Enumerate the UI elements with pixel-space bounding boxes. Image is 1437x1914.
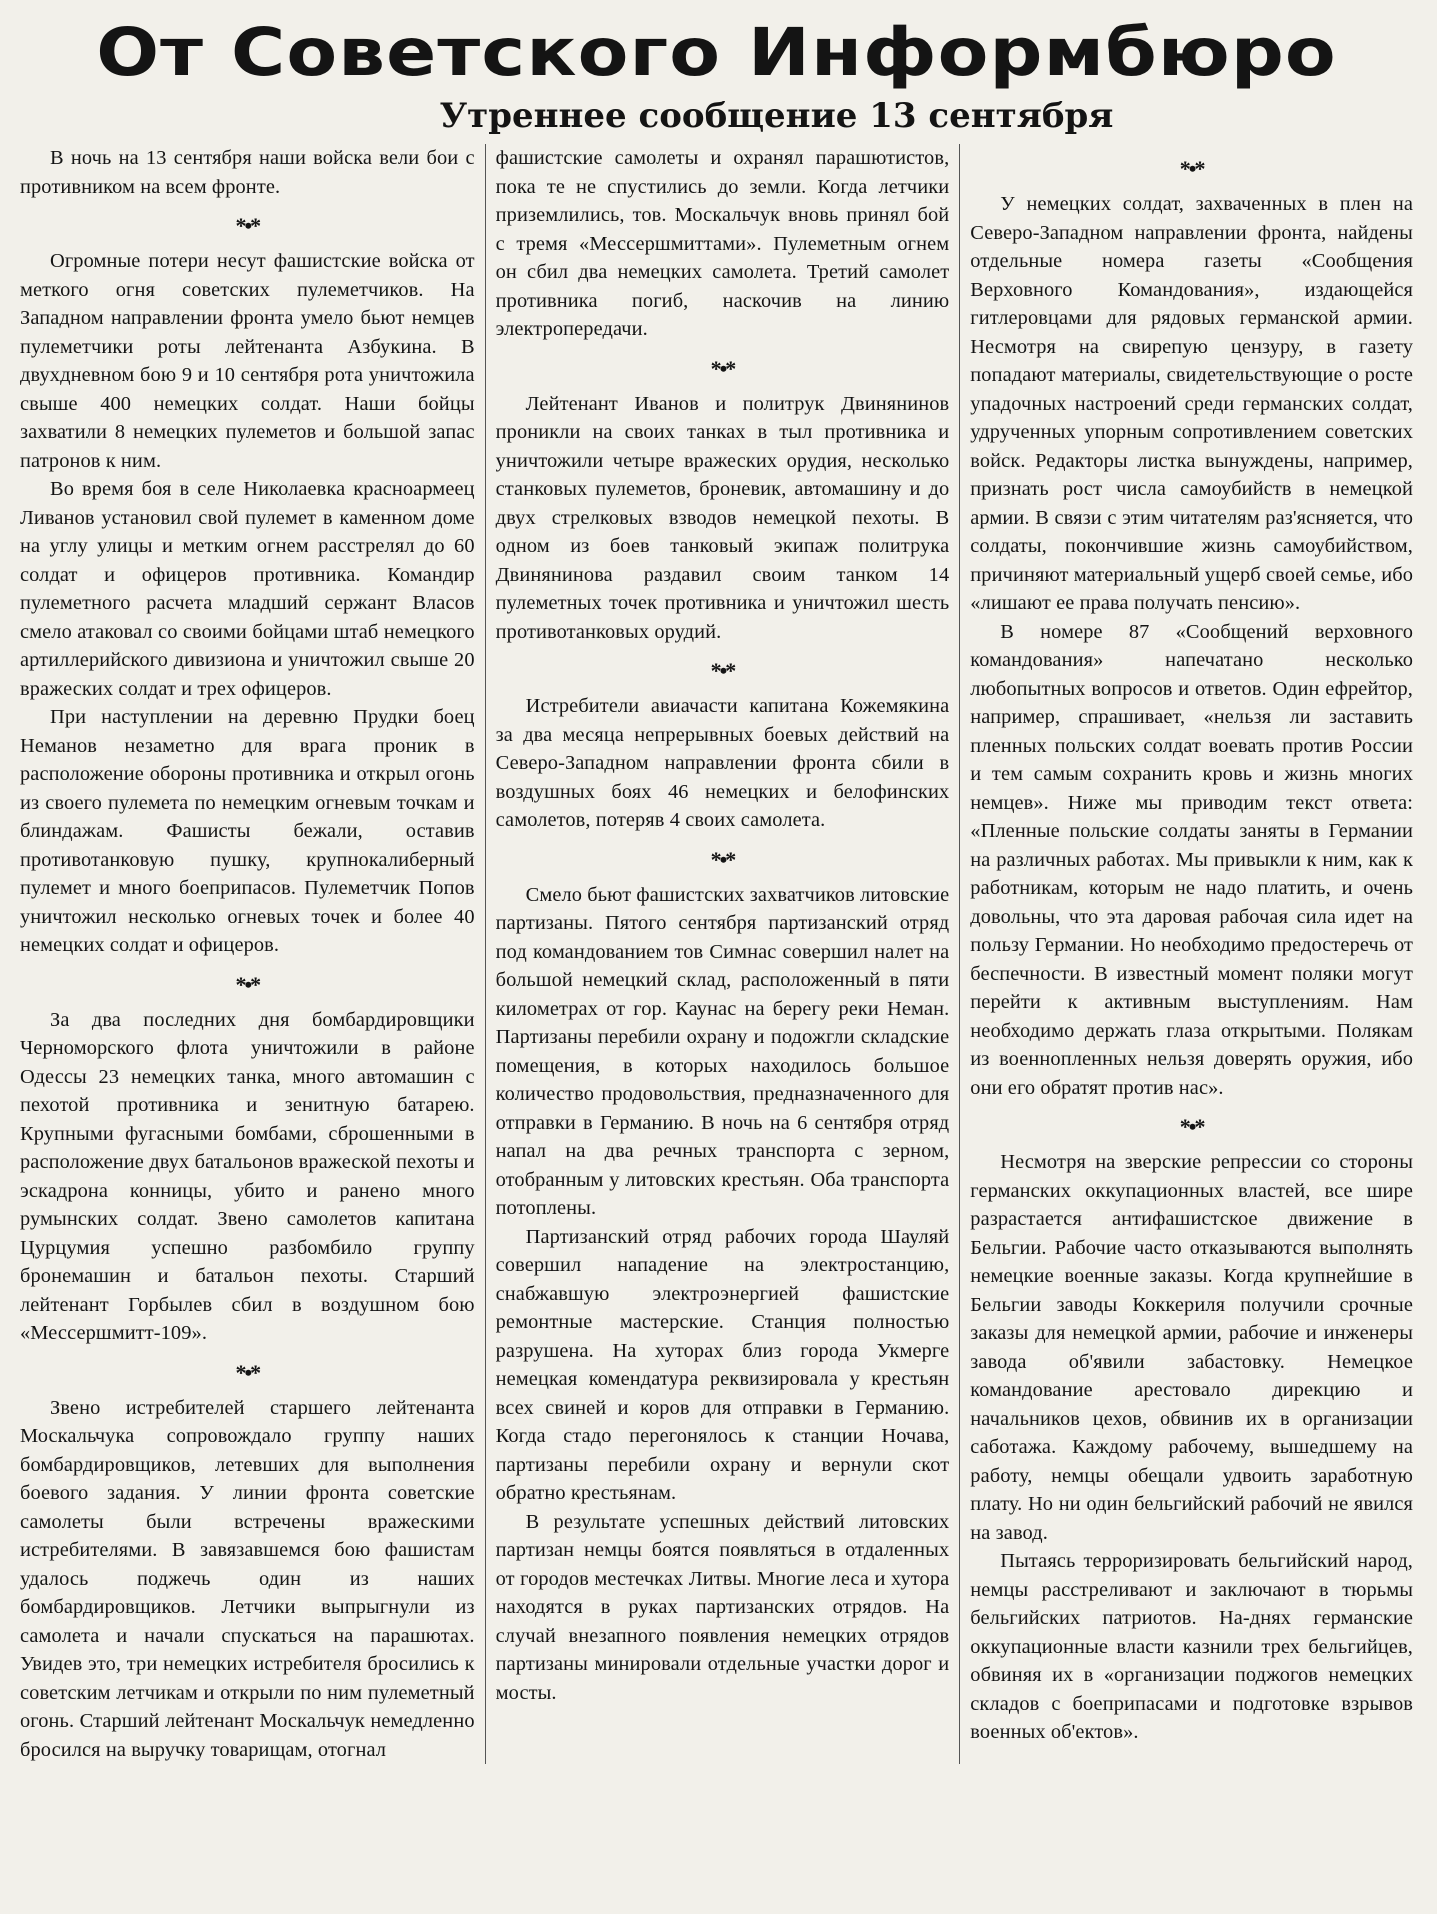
article-paragraph: При наступлении на деревню Прудки боец Неманов незаметно для врага проник в расположение обороны противника и открыл огонь из своего пулемета по немецким огневым точкам и блиндажам. Фашисты бежали, оставив противотанковую пушку, крупнокалиберный пулемет и много боеприпасов. Пулеметчик Попов уничтожил несколько огневых точек и более 40 немецких солдат и офицеров. xyxy=(20,706,475,956)
column-3 xyxy=(959,144,1423,1764)
section-separator: *•* xyxy=(1179,1114,1204,1139)
article-paragraph: Несмотря на зверские репрессии со стороны германских оккупационных властей, все шире разрастается антифашистское движение в Бельгии. Рабочие часто отказываются выполнять немецкие военные заказы. Когда крупнейшие в Бельгии заводы Коккериля получили срочные заказы для немецкой армии, рабочие и инженеры завода об'явили забастовку. Немецкое командование арестовало дирекцию и начальников цехов, обвинив их в организации саботажа. Каждому рабочему, вышедшему на работу, немцы обещали удвоить заработную плату. Но ни один бельгийский рабочий не явился на завод. xyxy=(970,1151,1413,1544)
article-columns xyxy=(10,144,1423,1764)
article-paragraph: В ночь на 13 сентября наши войска вели бои с противником на всем фронте. xyxy=(20,147,475,198)
article-paragraph: Истребители авиачасти капитана Кожемякина за два месяца непрерывных боевых действий на Северо-Западном направлении фронта сбили в воздушных боях 46 немецких и белофинских самолетов, потеряв 4 своих самолета. xyxy=(495,695,950,831)
section-separator: *•* xyxy=(710,658,735,683)
article-paragraph: Во время боя в селе Николаевка красноармеец Ливанов установил свой пулемет в каменном доме на углу улицы и метким огнем расстрелял до 60 солдат и офицеров противника. Командир пулеметного расчета младший сержант Власов смело атаковал со своими бойцами штаб немецкого артиллерийского дивизиона и уничтожил свыше 20 вражеских солдат и трех офицеров. xyxy=(20,478,475,700)
article-paragraph: Смело бьют фашистских захватчиков литовские партизаны. Пятого сентября партизанский отряд под командованием тов Симнас совершил налет на большой немецкий склад, расположенный в пяти километрах от гор. Каунас на берегу реки Неман. Партизаны перебили охрану и подожгли складские помещения, в которых находилось большое количество продовольствия, предназначенного для отправки в Германию. В ночь на 6 сентября отряд напал на два речных транспорта с зерном, отобранным у литовских крестьян. Оба транспорта потоплены. xyxy=(495,883,950,1219)
section-separator: *•* xyxy=(235,213,260,238)
article-paragraph: В номере 87 «Сообщений верховного командования» напечатано несколько любопытных вопросов и ответов. Один ефрейтор, например, спрашивает, «нельзя ли заставить пленных польских солдат воевать против России и тем самым сохранить кровь и жизнь многих немцев». Ниже мы приводим текст ответа: «Пленные польские солдаты заняты в Германии на различных работах. Мы привыкли к ним, как к работникам, которым не надо платить, и очень довольны, что эта даровая рабочая сила идет на пользу Германии. Но необходимо предостеречь от беспечности. В известный момент поляки могут перейти к активным выступлениям. Нам необходимо держать глаза открытыми. Полякам из военнопленных нельзя доверять оружия, ибо они его обратят против нас». xyxy=(970,620,1413,1099)
section-separator: *•* xyxy=(1179,156,1204,181)
column-1 xyxy=(10,144,485,1764)
section-separator: *•* xyxy=(710,355,735,381)
article-paragraph: Лейтенант Иванов и политрук Двинянинов проникли на своих танках в тыл противника и уничтожили четыре вражеских орудия, несколько станковых пулеметов, броневик, автомашину и до двух стрелковых взводов немецкой пехоты. В одном из боев танковый экипаж политрука Двинянинова раздавил своим танком 14 пулеметных точек противника и уничтожил шесть противотанковых орудий. xyxy=(495,392,950,643)
headline: От Советского Информбюро xyxy=(96,14,1337,91)
article-paragraph: Пытаясь терроризировать бельгийский народ, немцы расстреливают и заключают в тюрьмы бельгийских патриотов. На-днях германские оккупационные власти казнили трех бельгийцев, обвиняя их в «организации поджогов немецких складов с боеприпасами и подготовке взрывов военных об'ектов». xyxy=(970,1550,1413,1743)
subheadline: Утреннее сообщение 13 сентября xyxy=(439,96,1114,136)
article-paragraph: фашистские самолеты и охранял парашютистов, пока те не спустились до земли. Когда летчики приземлились, тов. Москальчук вновь принял бой с тремя «Мессершмиттами». Пулеметным огнем он сбил два немецких самолета. Третий самолет противника погиб, наскочив на линию электропередачи. xyxy=(495,147,950,340)
article-paragraph: Звено истребителей старшего лейтенанта Москальчука сопровождало группу наших бомбардировщиков, летевших для выполнения боевого задания. У линии фронта советские самолеты были встречены вражескими истребителями. В завязавшемся бою фашистам удалось поджечь один из наших бомбардировщиков. Летчики выпрыгнули из самолета и начали спускаться на парашютах. Увидев это, три немецких истребителя бросились к советским летчикам и открыли по ним пулеметный огонь. Старший лейтенант Москальчук немедленно бросился на выручку товарищам, отогнал xyxy=(20,1396,475,1761)
section-separator: *•* xyxy=(235,971,260,997)
section-separator: *•* xyxy=(710,846,735,872)
article-paragraph: За два последних дня бомбардировщики Черноморского флота уничтожили в районе Одессы 23 немецких танка, много автомашин с пехотой противника и зенитную батарею. Крупными фугасными бомбами, сброшенными в расположение двух батальонов вражеской пехоты и эскадрона конницы, убито и ранено много румынских солдат. Звено самолетов капитана Цурцумия успешно разбомбило группу бронемашин и батальон пехоты. Старший лейтенант Горбылев сбил в воздушном бою «Мессершмитт-109». xyxy=(20,1008,475,1344)
article-paragraph: Огромные потери несут фашистские войска от меткого огня советских пулеметчиков. На Западном направлении фронта умело бьют немцев пулеметчики роты лейтенанта Азбукина. В двухдневном бою 9 и 10 сентября рота уничтожила свыше 400 немецких солдат. Наши бойцы захватили 8 немецких пулеметов и большой запас патронов к ним. xyxy=(20,250,475,472)
article-paragraph: У немецких солдат, захваченных в плен на Северо-Западном направлении фронта, найдены отдельные номера газеты «Сообщения Верховного Командования», издающейся гитлеровцами для рядовых германской армии. Несмотря на свирепую цензуру, в газету попадают материалы, свидетельствующие о росте упадочных настроений среди германских солдат, удрученных упорным сопротивлением советских войск. Редакторы листка вынуждены, например, признать рост числа самоубийств в немецкой армии. В связи с этим читателям раз'ясняется, что солдаты, покончившие жизнь самоубийством, причиняют материальный ущерб своей семье, ибо «лишают ее права получать пенсию». xyxy=(970,193,1413,614)
article-paragraph: Партизанский отряд рабочих города Шауляй совершил нападение на электростанцию, снабжавшую электроэнергией фашистские ремонтные мастерские. Станция полностью разрушена. На хуторах близ города Укмерге немецкая комендатура реквизировала у крестьян всех свиней и коров для отправки в Германию. Когда стадо перегонялось к станции Ночава, партизаны перебили охрану и вернули скот обратно крестьянам. xyxy=(495,1225,950,1504)
column-2 xyxy=(485,144,960,1764)
article-paragraph: В результате успешных действий литовских партизан немцы боятся появляться в отдаленных от городов местечках Литвы. Многие леса и хутора находятся в руках партизанских отрядов. На случай внезапного появления немецких отрядов партизаны минировали отдельные участки дорог и мосты. xyxy=(495,1510,950,1704)
section-separator: *•* xyxy=(235,1359,260,1385)
